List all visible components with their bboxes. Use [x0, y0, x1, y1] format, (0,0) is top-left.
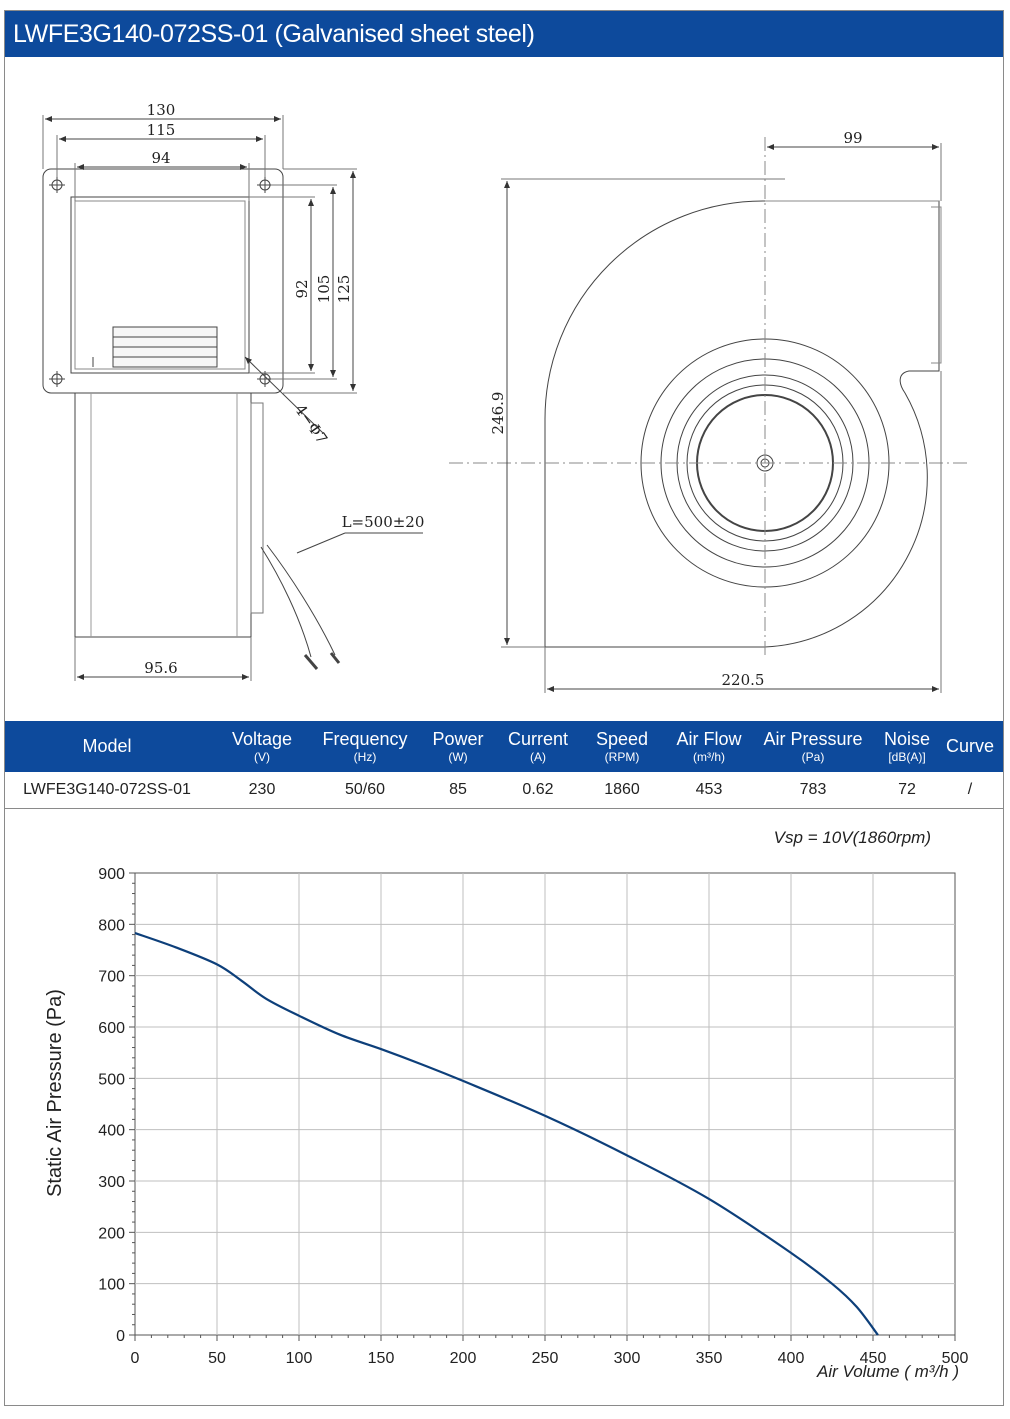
- page-title: LWFE3G140-072SS-01 (Galvanised sheet steel): [5, 11, 1003, 57]
- x-tick-label: 400: [777, 1350, 805, 1367]
- y-tick-label: 0: [116, 1328, 125, 1345]
- cell-model: LWFE3G140-072SS-01: [23, 780, 191, 798]
- x-tick-label: 150: [367, 1350, 395, 1367]
- cell-noise: 72: [898, 780, 916, 798]
- x-tick-label: 100: [285, 1350, 313, 1367]
- x-tick-label: 300: [613, 1350, 641, 1367]
- x-axis-label: Air Volume ( m³/h ): [816, 1362, 959, 1381]
- y-axis-label: Static Air Pressure (Pa): [44, 989, 66, 1197]
- x-tick-label: 50: [208, 1350, 226, 1367]
- col-frequency: Frequency (Hz): [322, 728, 408, 764]
- side-view-labels: [144, 101, 424, 677]
- technical-drawing: [5, 57, 1003, 721]
- y-tick-label: 800: [98, 917, 125, 935]
- x-tick-label: 350: [695, 1350, 723, 1367]
- cable: [261, 547, 311, 657]
- cell-air-pressure: 783: [799, 780, 827, 798]
- y-tick-label: 700: [98, 968, 125, 986]
- dim-width-inner: 94: [151, 149, 171, 167]
- dim-holes: 4−Φ7: [291, 400, 332, 448]
- drawing-svg: [5, 57, 1003, 721]
- y-tick-label: 400: [98, 1122, 125, 1140]
- col-air-flow: Air Flow (m³/h): [676, 728, 742, 764]
- performance-chart: [5, 809, 1003, 1405]
- col-voltage: Voltage (V): [231, 728, 293, 764]
- dim-outlet-offset: 99: [843, 129, 863, 147]
- col-curve: Curve: [945, 736, 994, 756]
- spec-table: [5, 721, 1003, 809]
- dim-body-width: 95.6: [144, 659, 178, 677]
- datasheet-frame: [4, 10, 1004, 1406]
- cell-air-flow: 453: [695, 780, 723, 798]
- col-noise: Noise [dB(A)]: [883, 728, 931, 764]
- x-tick-label: 250: [531, 1350, 559, 1367]
- dim-front-height: 246.9: [489, 391, 507, 435]
- side-view: [43, 115, 423, 681]
- y-tick-label: 600: [98, 1020, 125, 1037]
- col-power: Power (W): [432, 728, 484, 764]
- cell-power: 85: [449, 780, 467, 798]
- chart-annotation: Vsp = 10V(1860rpm): [773, 828, 931, 847]
- chart-svg: [5, 809, 1003, 1405]
- dim-height-inner: 92: [293, 279, 311, 299]
- cell-speed: 1860: [604, 780, 640, 798]
- scroll-housing: [545, 201, 939, 647]
- dim-width-mid: 115: [146, 121, 176, 139]
- col-speed: Speed (RPM): [595, 728, 649, 764]
- spec-table-header: [5, 721, 1003, 772]
- cell-current: 0.62: [522, 780, 554, 798]
- series-line: [135, 933, 878, 1335]
- x-tick-label: 200: [449, 1350, 477, 1367]
- front-view: [449, 137, 967, 693]
- dim-front-width: 220.5: [721, 671, 765, 689]
- y-tick-label: 300: [98, 1174, 125, 1191]
- cell-voltage: 230: [248, 780, 276, 798]
- cell-curve: /: [967, 780, 973, 798]
- x-tick-label: 500: [941, 1350, 969, 1367]
- y-tick-label: 900: [98, 866, 125, 883]
- cell-frequency: 50/60: [344, 780, 386, 798]
- y-tick-label: 500: [98, 1071, 125, 1089]
- motor-housing: [75, 393, 251, 637]
- dim-cable-length: L=500±20: [341, 513, 425, 531]
- dim-height-outer: 125: [335, 274, 353, 304]
- table-row: [5, 772, 1003, 808]
- y-tick-label: 100: [98, 1276, 125, 1294]
- dim-width-outer: 130: [146, 101, 176, 119]
- y-tick-label: 200: [98, 1225, 125, 1243]
- dim-height-mid: 105: [315, 274, 333, 304]
- x-tick-label: 450: [859, 1350, 887, 1367]
- col-air-pressure: Air Pressure (Pa): [763, 728, 863, 764]
- x-tick-label: 0: [130, 1350, 140, 1367]
- col-current: Current (A): [507, 728, 569, 764]
- col-model: Model: [82, 736, 132, 756]
